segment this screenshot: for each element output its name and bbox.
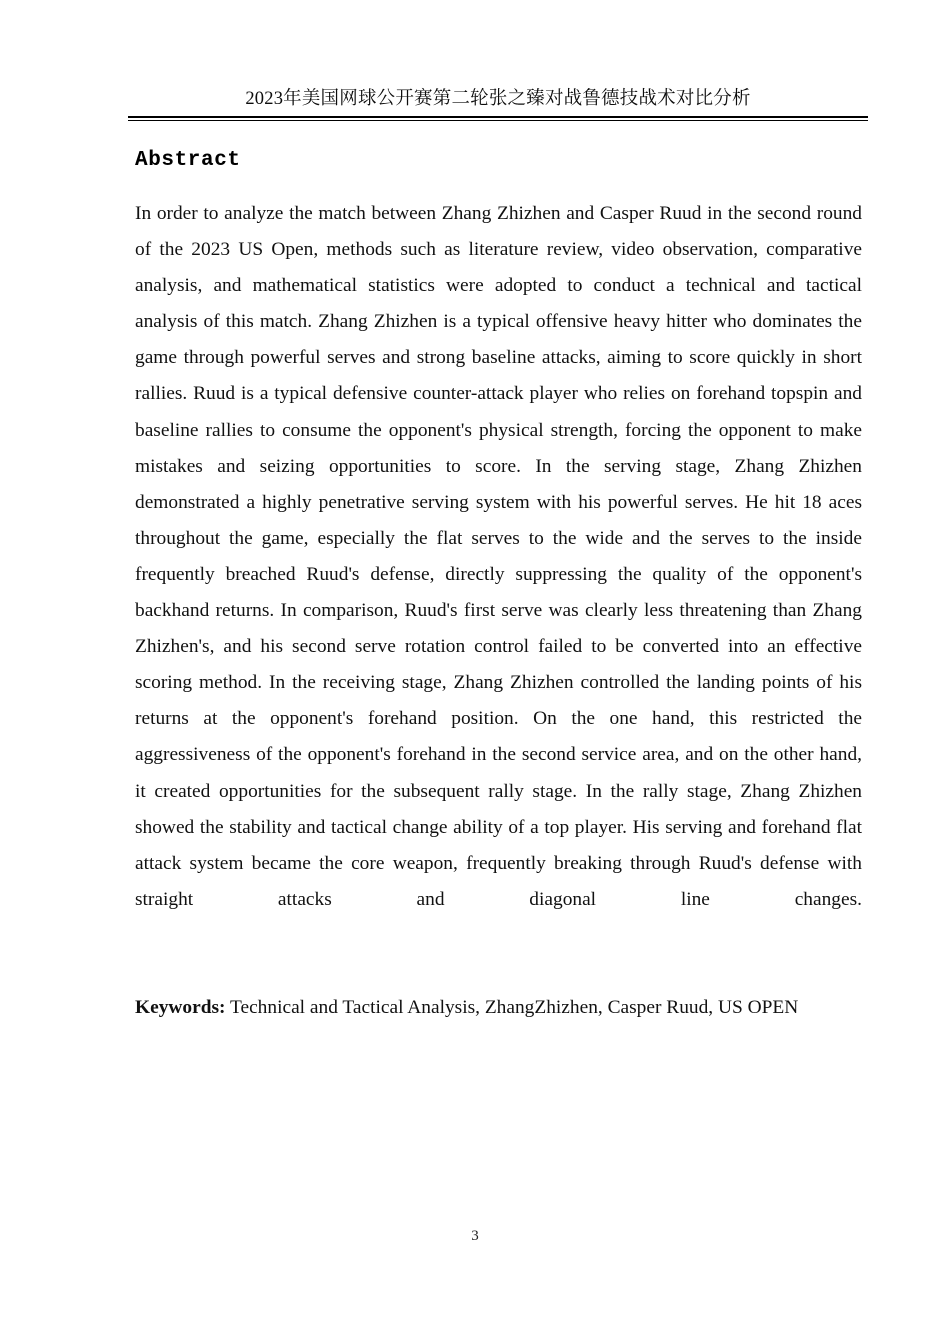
abstract-paragraph: In order to analyze the match between Zhang Zhizhen and Casper Ruud in the second round of the 2023 US Open, methods such as literature review, video observation, comparative analysis, and mathematical statistics were adopted to conduct a technical and tactical analysis of this match. Zhang Zhizhen is a typical offensive heavy hitter who dominates the game through powerful serves and strong baseline attacks, aiming to score quickly in short rallies. Ruud is a typical defensive counter-attack player who relies on forehand topspin and baseline rallies to consume the opponent's physical strength, forcing the opponent to make mistakes and seizing opportunities to score. In the serving stage, Zhang Zhizhen demonstrated a highly penetrative serving system with his powerful serves. He hit 18 aces throughout the game, especially the flat serves to the wide and the serves to the inside frequently breached Ruud's defense, directly suppressing the quality of the opponent's backhand returns. In comparison, Ruud's first serve was clearly less threatening than Zhang Zhizhen's, and his second serve rotation control failed to be converted into an effective scoring method. In the receiving stage, Zhang Zhizhen controlled the landing points of his returns at the opponent's forehand position. On the one hand, this restricted the aggressiveness of the opponent's forehand in the second service area, and on the other hand, it created opportunities for the subsequent rally stage. In the rally stage, Zhang Zhizhen showed the stability and tactical change ability of a top player. His serving and forehand flat attack system became the core weapon, frequently breaking through Ruud's defense with straight attacks and diagonal line changes. (135, 203, 862, 910)
abstract-heading: Abstract (135, 149, 241, 172)
keywords-value: Technical and Tactical Analysis, ZhangZhizhen, Casper Ruud, US OPEN (225, 996, 799, 1018)
header-rule-thin (128, 120, 868, 121)
abstract-body (135, 196, 862, 1026)
header-rule-divider (128, 116, 868, 121)
running-header-title: 2023年美国网球公开赛第二轮张之臻对战鲁德技战术对比分析 (245, 89, 751, 109)
keywords-label: Keywords: (135, 996, 226, 1018)
keywords-line (135, 954, 862, 1026)
header-rule-thick (128, 116, 868, 118)
page-number: 3 (471, 1228, 479, 1244)
